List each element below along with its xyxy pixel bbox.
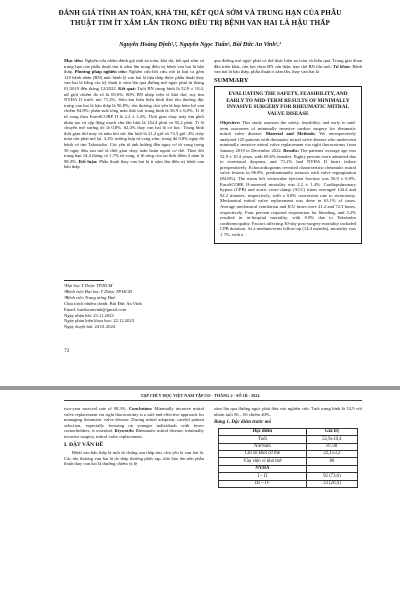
footnote: ²Bệnh viện Đại học Y Dược TP.HCM [64, 288, 132, 294]
left-column [64, 406, 204, 467]
keywords-text: Bệnh van hai lá hậu thấp, phẫu thuật ít xâm lấn, thay van hai lá [214, 63, 363, 75]
footnote: ¹Đại học Y Dược TP.HCM [64, 283, 113, 288]
methods-text: Nghiên cứu hồi cứu, mô tả loạt ca gồm 125 bệnh nhân (BN) mắc bệnh lý van hai lá hậu thấp được phẫu thuật thay van hai lá bằng các kỹ thuật ít xâm lấn qua đường mở ngực phải từ tháng 01/2019 đến tháng 12/2022. [64, 69, 205, 91]
abstract-vn [64, 58, 204, 172]
methods-label: Phương pháp nghiên cứu: [74, 69, 128, 75]
section-heading: I. ĐẶT VẤN ĐỀ [64, 441, 104, 448]
table-cell-label: NYHA [219, 465, 307, 472]
table-row [219, 473, 358, 480]
table-cell-value [306, 465, 357, 472]
objective-text: Nghiên cứu nhằm đánh giá tính an toàn, khả thi, kết quả sớm và trung hạn của phẫu thuật tim ít xâm lấn trong điều trị bệnh van hai lá hậu thấp. [64, 58, 205, 75]
table-cell-label: III – IV [219, 480, 307, 487]
summary-heading: SUMMARY [214, 76, 249, 84]
preop-table [218, 428, 358, 488]
en-keywords-text: Rheumatic mitral disease, minimally invasive surgery, mitral valve replacement. [64, 428, 204, 439]
en-results-label: Results: [283, 147, 300, 153]
en-objective-label: Objective: [220, 120, 241, 125]
table-cell-value: 92 (73,6) [306, 473, 357, 480]
english-abstract-box [214, 86, 362, 244]
journal-header: TẠP CHÍ Y HỌC VIỆT NAM TẬP 535 - THÁNG 2 - SỐ 1B - 2024 [140, 393, 260, 398]
en-conclusion-label: Conclusion: [128, 406, 153, 411]
english-title: EVALUATING THE SAFETY, FEASIBILITY, AND EARLY TO MID-TERM RESULTS OF MINIMALLY INVASIVE SURGERY FOR RHEUMATIC MITRAL VALVE DISEASE [226, 91, 350, 117]
right-column-2 [214, 406, 362, 488]
results-text: Tuổi BN trung bình là 52,9 ± 10,4, nữ giới chiếm đa số là 69,6%. 80% BN nhập viện vì khó thở, suy tim NYHA II trước mổ 71,2%. Siêu âm biểu hiện hình thái tổn thương đặc trưng van hai lá hậu thấp là 96,8%; tổn thương chủ yếu là hẹp kèm hở van chiếm 84,8%; phân suất tống máu thất trái trung bình là 56,9 ± 6,0%. Tỉ lệ tử vong theo EuroSCORE II là 2,2 ± 1,4%. Thời gian chạy máy tim phổi nhân tạo và cặp động mạch chủ lần lượt là 144,4 phút và 92,2 phút. Tỉ lệ chuyển mở xương ức là 0,8%. 62,4% thay van hai lá cơ học. Trung bình thời gian thở máy và nằm hồi sức lần lượt là 21,2 giờ và 72,3 giờ. 4% chảy máu cần phải mổ lại. 3,2% trường hợp tử vong sớm, trong đó 0,8% ngày đó bệnh cơ tim Takotsubo. Các yếu tố ảnh hưởng đến nguy cơ tử vong trong 30 ngày đầu sau mổ là thời gian chạy tuần hoàn ngoài cơ thể. Theo dõi trung hạn 14,4 tháng có 1,7% tử vong, tỉ lệ sống còn tai thời điểm 2 năm là 98,3%. [64, 85, 204, 164]
footnote: ³Bệnh viện Trung ương Huế [64, 294, 116, 300]
footnote: Chịu trách nhiệm chính: Bùi Đức An Vinh [64, 300, 142, 306]
keywords-label: Từ khóa: [333, 63, 351, 69]
en-keywords-label: Keywords: [114, 428, 135, 434]
header-rule [64, 400, 362, 401]
article-title: ĐÁNH GIÁ TÍNH AN TOÀN, KHẢ THI, KẾT QUẢ SỚM VÀ TRUNG HẠN CỦA PHẪU THUẬT TIM ÍT XÂM LẤN TRONG ĐIỀU TRỊ BỆNH VAN HAI LÁ HẬU THẤP [58, 9, 342, 27]
conclusion-cont: qua đường mở ngực phải có thể thực hiện an toàn và hiệu quả. Trong giai đoạn đầu triển khai, cần lựa chọn BN cẩn thận, hạn chế BN lớn tuổi. [214, 58, 362, 69]
table-cell-label: I – II [219, 473, 307, 480]
en-results-cont: two-year survival rate of 98.3%. [64, 406, 127, 411]
footnote: Ngày duyệt bài: 24.01.2024 [64, 324, 116, 330]
table-header: Giá trị [306, 428, 357, 435]
footnote: Email: buiducanvinh@gmail.com [64, 306, 127, 312]
conclusion-label: Kết luận: [78, 158, 98, 164]
table-cell-label: Chỉ số khối cơ thể [219, 450, 307, 457]
footnote: Ngày phản biện khoa học: 22.12.2023 [64, 318, 135, 324]
en-methods-label: Material and Methods: [265, 131, 316, 137]
table-cell-value: 33 (26,4) [306, 480, 357, 487]
en-conclusion-text: Minimally invasive mitral valve replacement via right thoracotomy is a safe and effective approach for managing rheumatic valve disease. During initial adoption, careful patient selection, especially focusing on younger individuals with fewer comorbidities, is essential. [64, 406, 204, 434]
en-methods-text: We retrospectively analyzed 125 patients with rheumatic mitral valve disease who underwent minimally invasive mitral valve replacement via right thoracotomy from January 2019 to December 2022. [220, 131, 357, 153]
en-objective-text: This study assesses the safety, feasibility, and early to mid-term outcomes of minimally invasive cardiac surgery for rheumatic mitral valve disease. [220, 120, 356, 137]
page-73 [0, 390, 400, 600]
page-number: 72 [64, 348, 70, 354]
footnote-divider [64, 280, 104, 281]
table-row [219, 480, 358, 487]
table-row [219, 443, 358, 450]
conclusion-text: Phẫu thuật thay van hai lá ít xâm lấn điều trị bệnh van hậu thấp [64, 158, 204, 170]
section-text: Bệnh van hậu thấp là một di chứng sau thấp tim, chủ yếu là van hai lá. Các tổn thương van hai lá do thấp thường phức tạp, khó bảo tồn nên phẫu thuật thay van hai lá thường chiếm tỷ lệ [64, 450, 204, 467]
table-cell-label: Tuổi [219, 436, 307, 443]
table-cell-value: 87/38 [306, 443, 357, 450]
authors: Nguyễn Hoàng Định¹,², Nguyễn Ngọc Tuấn¹, Bùi Đức An Vinh¹,³ [119, 42, 281, 48]
en-results-text: The patients' average age was 52.9 ± 10.4 years, with 69.6% females. Eighty percent were admitted due to exertional dyspnea, and 71.2% had NYHA II heart failure preoperatively. Echocardiograms revealed characteristic rheumatic mitral valve lesions in 96.8%, predominantly stenosis with valve regurgitation (84.8%). The mean left ventricular ejection fraction was 56.9 ± 6.0%. EuroSCORE II-assessed mortality was 2.2 ± 1.4%. Cardiopulmonary bypass (CPB) and aortic cross-clamp (ACC) times averaged 144.4 and 92.2 minutes, respectively, with a 0.8% conversion rate to sternotomy. Mechanical mitral valve replacement was done in 63.1% of cases. Average mechanical ventilation and ICU times were 21.2 and 72.3 hours, respectively. Four percent required reoperation for bleeding, and 3.2% resulted in in-hospital mortality, with 0.8% due to Takotsubo cardiomyopathy. Factors affecting 30-day post-surgery mortality included CPB duration. At a medium-term follow-up (14.4 months), mortality was 1.7%, with a [220, 147, 356, 237]
right-column [214, 58, 362, 244]
table-caption: Bảng 1. Đặc điểm trước mổ [214, 420, 272, 426]
results-label: Kết quả: [118, 85, 136, 91]
results-intro: xâm lấn qua đường ngực phải đưa vào nghiên cứu. Tuổi trung bình là 52,9 với nhóm tuổi 56 – 65 chiếm 40%. [214, 406, 362, 417]
table-row [219, 436, 358, 443]
table-cell-value: 52,9±10,4 [306, 436, 357, 443]
table-cell-label: Nữ/Nam [219, 443, 307, 450]
table-header: Đặc điểm [219, 428, 307, 435]
table-header-row [219, 428, 358, 435]
table-row [219, 465, 358, 472]
table-cell-value: 80 [306, 458, 357, 465]
table-cell-value: 22,1±3,2 [306, 450, 357, 457]
table-cell-label: Vào viện vì khó thở [219, 458, 307, 465]
table-row [219, 450, 358, 457]
footnote: Ngày nhận bài: 23.11.2023 [64, 312, 114, 318]
footnotes [64, 280, 204, 330]
objective-label: Mục tiêu: [64, 58, 84, 63]
table-row [219, 458, 358, 465]
